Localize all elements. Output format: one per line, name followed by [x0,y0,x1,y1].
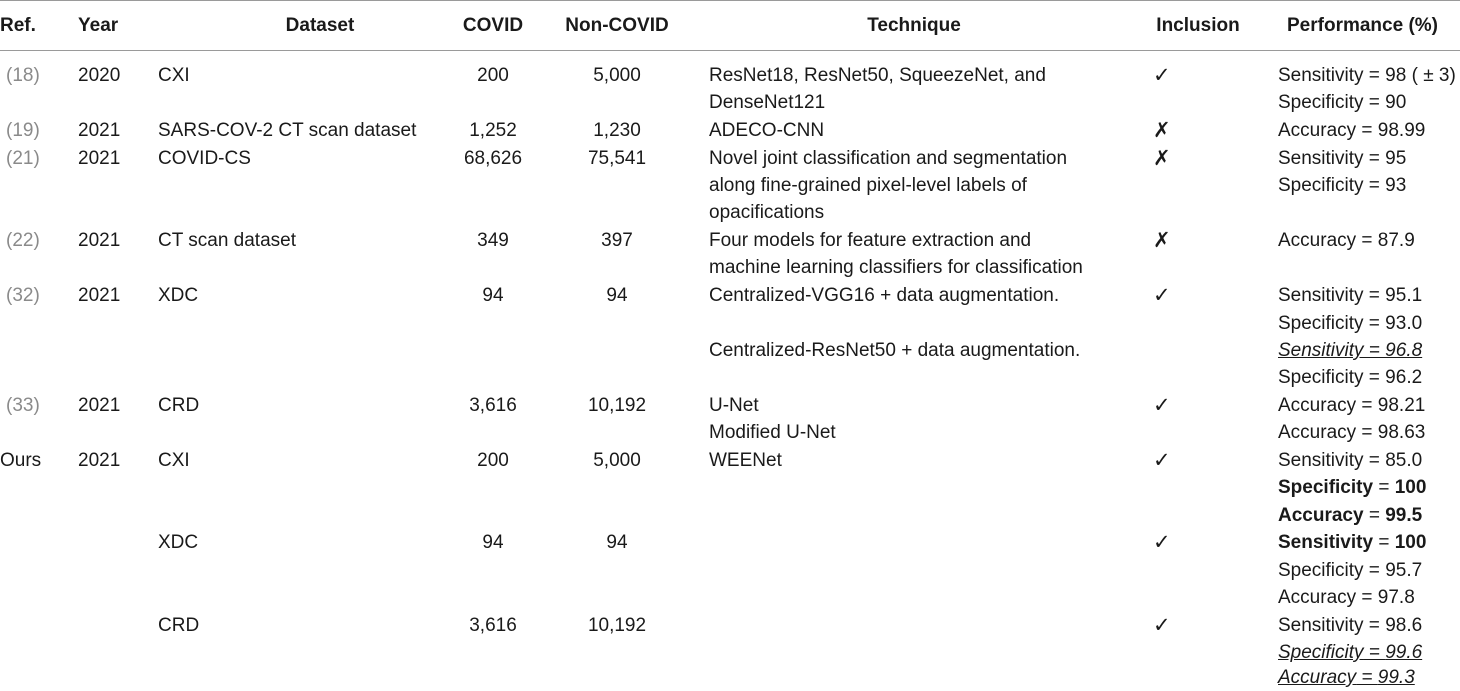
row-dataset: XDC [158,285,199,306]
metric-value: 98.6 [1385,615,1423,636]
header-dataset: Dataset [285,15,355,36]
ref-paren-close: ) [33,285,40,306]
metric-value: 99.6 [1385,642,1423,663]
row-year: 2021 [78,148,121,169]
row-technique-line: along fine-grained pixel-level labels of [709,175,1027,196]
row-non-covid: 5,000 [593,450,641,471]
ref-link[interactable]: 32 [12,285,34,306]
row-covid: 94 [482,532,504,553]
check-icon: ✓ [1153,394,1171,417]
cross-icon: ✗ [1153,229,1171,252]
ref-paren-close: ) [33,148,40,169]
metric-equals: = [1373,477,1395,498]
ref-paren-close: ) [33,120,40,141]
row-performance-line [1278,474,1426,501]
ref-paren-close: ) [33,230,40,251]
row-non-covid: 94 [606,285,628,306]
check-icon: ✓ [1153,64,1171,87]
metric-label: Accuracy [1278,505,1364,526]
row-performance-line [1278,584,1415,611]
row-performance-line [1278,447,1422,474]
header-inclusion: Inclusion [1156,15,1240,36]
metric-equals: = [1363,505,1386,526]
header-ref: Ref. [0,15,36,36]
row-dataset: CXI [158,65,190,86]
row-performance-line [1278,557,1422,584]
row-technique-line: DenseNet121 [709,92,826,113]
row-dataset: COVID-CS [158,148,251,169]
row-non-covid: 10,192 [587,395,647,416]
row-performance-line [1278,529,1426,556]
row-dataset: XDC [158,532,199,553]
row-performance-line: Specificity = 93.0 [1278,313,1423,334]
row-year: 2021 [78,395,121,416]
metric-equals: = [1363,642,1386,663]
header-covid: COVID [462,15,524,36]
metric-value: 99.5 [1385,505,1423,526]
row-non-covid: 5,000 [593,65,641,86]
ref-paren-open: ( [6,395,13,416]
ref-link[interactable]: 22 [12,230,34,251]
row-dataset: CT scan dataset [158,230,297,251]
row-performance-line: Accuracy = 87.9 [1278,230,1415,251]
row-year: 2020 [78,65,121,86]
ref-paren-open: ( [6,148,13,169]
check-icon: ✓ [1153,284,1171,307]
metric-label: Specificity [1278,560,1364,581]
row-technique-line: U-Net [709,395,759,416]
row-covid: 94 [482,285,504,306]
ref-link[interactable]: 19 [12,120,34,141]
metric-label: Accuracy [1278,667,1357,688]
check-icon: ✓ [1153,614,1171,637]
metric-label: Sensitivity [1278,450,1364,471]
row-covid: 200 [477,65,509,86]
metric-equals: = [1363,615,1386,636]
row-non-covid: 94 [606,532,628,553]
row-performance-line: Accuracy = 98.63 [1278,422,1426,443]
metric-equals: = [1356,667,1378,688]
row-technique-line: ADECO-CNN [709,120,825,141]
ref-paren-open: ( [6,65,13,86]
row-technique-line: ResNet18, ResNet50, SqueezeNet, and [709,65,1046,86]
row-covid: 3,616 [469,395,517,416]
row-performance-line: Sensitivity = 95.1 [1278,285,1423,306]
row-performance-line: Accuracy = 98.99 [1278,120,1426,141]
header-non-covid: Non-COVID [565,15,669,36]
row-dataset: CRD [158,615,200,636]
ref-paren-open: ( [6,230,13,251]
metric-label: Accuracy [1278,587,1357,608]
metric-value: 100 [1394,532,1427,553]
ref-link[interactable]: 21 [12,148,34,169]
row-performance-line: Sensitivity = 96.8 [1278,340,1423,361]
ref-paren-close: ) [33,65,40,86]
metric-label: Sensitivity [1278,532,1374,553]
row-non-covid: 75,541 [587,148,647,169]
row-dataset: CXI [158,450,190,471]
ref-paren-open: ( [6,285,13,306]
row-technique-line: Centralized-VGG16 + data augmentation. [709,285,1060,306]
row-year: 2021 [78,230,121,251]
row-performance-line [1278,664,1415,691]
row-technique-line: Modified U-Net [709,422,836,443]
row-covid: 1,252 [469,120,517,141]
row-non-covid: 10,192 [587,615,647,636]
row-dataset: SARS-COV-2 CT scan dataset [158,120,417,141]
row-dataset: CRD [158,395,200,416]
row-ref [6,282,40,309]
row-technique-line: WEENet [709,450,782,471]
ref-paren-close: ) [33,395,40,416]
row-performance-line: Sensitivity = 95 [1278,148,1407,169]
row-ref [6,392,40,419]
row-year: 2021 [78,285,121,306]
row-non-covid: 397 [601,230,633,251]
row-ref [6,62,40,89]
header-year: Year [78,15,119,36]
row-technique-line: Centralized-ResNet50 + data augmentation. [709,340,1081,361]
row-technique-line: Four models for feature extraction and [709,230,1032,251]
metric-equals: = [1356,587,1378,608]
header-bottom-rule [0,50,1460,51]
ref-link[interactable]: 18 [12,65,34,86]
row-covid: 3,616 [469,615,517,636]
metric-label: Specificity [1278,642,1364,663]
metric-equals: = [1373,532,1395,553]
row-performance-line: Sensitivity = 98 ( ± 3) [1278,65,1456,86]
row-technique-line: opacifications [709,202,825,223]
cross-icon: ✗ [1153,147,1171,170]
metric-value: 99.3 [1377,667,1415,688]
row-year: 2021 [78,450,121,471]
row-ref [6,117,40,144]
row-covid: 200 [477,450,509,471]
row-technique-line: Novel joint classification and segmentation [709,148,1068,169]
row-performance-line: Specificity = 93 [1278,175,1407,196]
row-performance-line [1278,612,1422,639]
row-ref: Ours [0,450,42,471]
row-non-covid: 1,230 [593,120,641,141]
check-icon: ✓ [1153,449,1171,472]
header-technique: Technique [867,15,961,36]
metric-value: 97.8 [1377,587,1415,608]
metric-value: 85.0 [1385,450,1423,471]
check-icon: ✓ [1153,531,1171,554]
row-performance-line [1278,502,1422,529]
row-covid: 349 [477,230,509,251]
ref-link[interactable]: 33 [12,395,34,416]
table-top-rule [0,0,1460,1]
row-technique-line: machine learning classifiers for classification [709,257,1083,278]
row-ref [6,145,40,172]
ref-paren-open: ( [6,120,13,141]
row-performance-line [1278,639,1422,666]
row-year: 2021 [78,120,121,141]
metric-equals: = [1363,560,1386,581]
row-covid: 68,626 [463,148,523,169]
metric-value: 95.7 [1385,560,1423,581]
row-performance-line: Specificity = 90 [1278,92,1407,113]
row-performance-line: Accuracy = 98.21 [1278,395,1426,416]
metric-value: 100 [1394,477,1427,498]
row-ref [6,227,40,254]
row-performance-line: Specificity = 96.2 [1278,367,1423,388]
metric-label: Sensitivity [1278,615,1364,636]
metric-label: Specificity [1278,477,1374,498]
metric-equals: = [1363,450,1386,471]
header-performance: Performance (%) [1287,15,1438,36]
cross-icon: ✗ [1153,119,1171,142]
